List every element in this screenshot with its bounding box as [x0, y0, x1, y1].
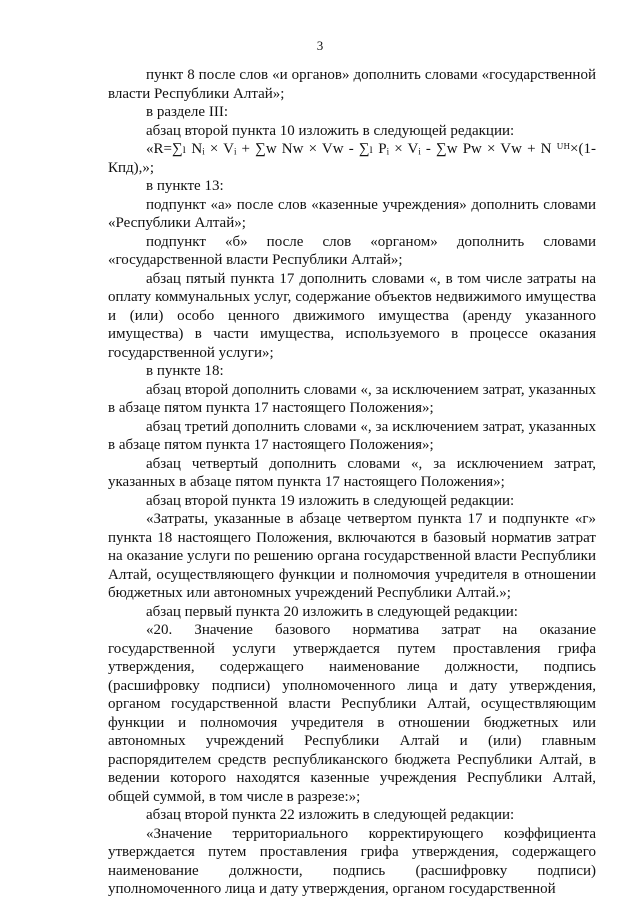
paragraph: абзац второй дополнить словами «, за исключением затрат, указанных в абзаце пятом пункта 17 настоящего Положения»; [108, 381, 596, 416]
paragraph: абзац четвертый дополнить словами «, за исключением затрат, указанных в абзаце пятом пункта 17 настоящего Положения»; [108, 455, 596, 490]
paragraph: «Значение территориального корректирующего коэффициента утверждается путем проставления грифа утверждения, содержащего наименование должности, подпись (расшифровку подписи) уполномоченного лица и дату утверждения, органом государственной [108, 825, 596, 897]
paragraph: в пункте 18: [146, 363, 224, 379]
paragraph: абзац второй пункта 10 изложить в следующей редакции: [146, 122, 515, 139]
paragraph: подпункт «б» после слов «органом» дополнить словами «государственной власти Республики Алтай»; [108, 233, 596, 268]
paragraph: абзац второй пункта 19 изложить в следующей редакции: [146, 492, 515, 509]
paragraph: абзац второй пункта 22 изложить в следующей редакции: [146, 807, 515, 823]
paragraph: пункт 8 после слов «и органов» дополнить словами «государственной власти Республики Алтай»; [108, 67, 596, 102]
paragraph: «20. Значение базового норматива затрат на оказание государственной услуги утверждается путем проставления грифа утверждения, содержащего наименование должности, подпись (расшифровку подписи) уполномоченного лица и дату утверждения, органом государственной власти Республики Алтай, осуществляющим функции и полномочия учредителя в отношении бюджетных или автономных учреждений Республики Алтай и (или) главным распорядителем средств республиканского бюджета Республики Алтай, в ведении которого находятся казенные учреждения Республики Алтай, общей суммой, в том числе в разрезе:»; [108, 622, 596, 805]
paragraph: «Затраты, указанные в абзаце четвертом пункта 17 и подпункте «г» пункта 18 настоящего Положения, включаются в базовый норматив затрат на оказание услуги по решению органа государственной власти Республики Алтай, осуществляющего функции и полномочия учредителя в отношении бюджетных или автономных учреждений Республики Алтай.»; [108, 511, 596, 601]
document-body [108, 66, 596, 899]
page-number: 3 [316, 38, 324, 53]
paragraph: в пункте 13: [146, 178, 224, 194]
paragraph: подпункт «а» после слов «казенные учреждения» дополнить словами «Республики Алтай»; [108, 196, 596, 231]
paragraph: абзац пятый пункта 17 дополнить словами «, в том числе затраты на оплату коммунальных услуг, содержание объектов недвижимого имущества и (или) особо ценного движимого имущества (аренду указанного имущества) в части имущества, используемого в процессе оказания государственной услуги»; [108, 270, 596, 361]
formula-paragraph: «R=∑ₗ Nᵢ × Vᵢ + ∑w Nw × Vw - ∑ₗ Pᵢ × Vᵢ - ∑w Pw × Vw + N ᵁᴴ×(1-Кпд),»; [108, 141, 596, 176]
paragraph: в разделе III: [146, 104, 228, 120]
paragraph: абзац третий дополнить словами «, за исключением затрат, указанных в абзаце пятом пункта 17 настоящего Положения»; [108, 418, 596, 453]
paragraph: абзац первый пункта 20 изложить в следующей редакции: [146, 603, 518, 620]
